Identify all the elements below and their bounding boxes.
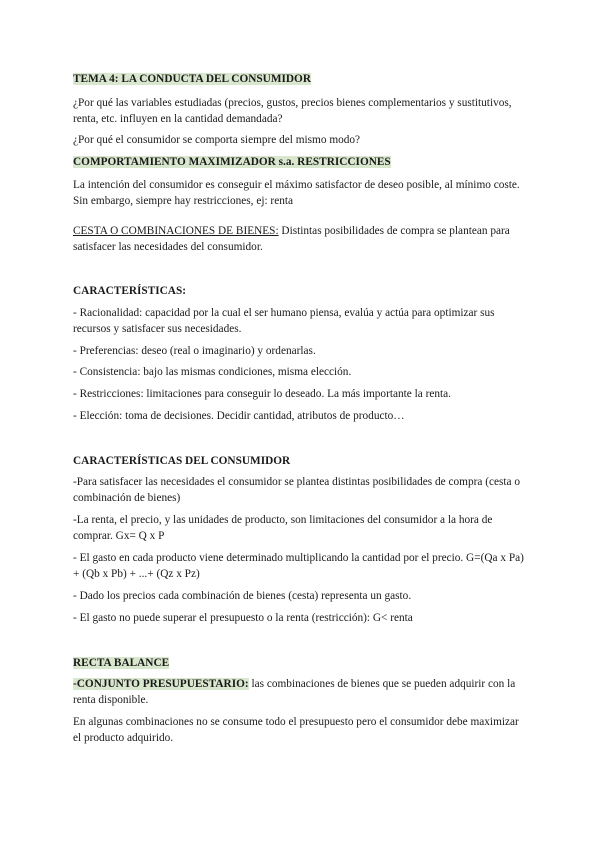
section-heading-consumidor: CARACTERÍSTICAS DEL CONSUMIDOR	[73, 455, 291, 467]
intro-paragraph: La intención del consumidor es conseguir el máximo satisfactor de deseo posible, al mínimo coste. Sin embargo, siempre hay restricciones, ej: renta	[73, 179, 520, 207]
list-item: -Para satisfacer las necesidades el consumidor se plantea distintas posibilidades de compra (cesta o combinación de bienes)	[73, 476, 521, 504]
section-heading-recta	[73, 656, 528, 672]
question-1: ¿Por qué las variables estudiadas (precios, gustos, precios bienes complementarios y sustitutivos, renta, etc. influyen en la cantidad demandada?	[73, 97, 512, 125]
page-title-text: TEMA 4: LA CONDUCTA DEL CONSUMIDOR	[73, 73, 311, 85]
list-item: -La renta, el precio, y las unidades de producto, son limitaciones del consumidor a la hora de comprar. Gx= Q x P	[73, 514, 493, 542]
page-title	[73, 72, 528, 88]
conjunto-term: -CONJUNTO PRESUPUESTARIO:	[73, 678, 249, 690]
section-heading-comportamiento-text: COMPORTAMIENTO MAXIMIZADOR s.a. RESTRICCIONES	[73, 156, 391, 168]
cesta-term: CESTA O COMBINACIONES DE BIENES:	[73, 225, 279, 237]
section-heading-comportamiento	[73, 155, 528, 171]
list-item: - Racionalidad: capacidad por la cual el ser humano piensa, evalúa y actúa para optimizar sus recursos y satisfacer sus necesidades.	[73, 307, 495, 335]
list-item: - Elección: toma de decisiones. Decidir cantidad, atributos de producto…	[73, 410, 405, 422]
list-item: - Dado los precios cada combinación de bienes (cesta) representa un gasto.	[73, 590, 412, 602]
list-item: - El gasto en cada producto viene determinado multiplicando la cantidad por el precio. G=(Qa x Pa) + (Qb x Pb) + ...+ (Qz x Pz)	[73, 552, 524, 580]
cesta-paragraph	[73, 224, 528, 255]
list-item: - Consistencia: bajo las mismas condiciones, misma elección.	[73, 366, 352, 378]
list-item: - Restricciones: limitaciones para conseguir lo deseado. La más importante la renta.	[73, 388, 451, 400]
question-2: ¿Por qué el consumidor se comporta siempre del mismo modo?	[73, 134, 361, 146]
conjunto-paragraph	[73, 677, 528, 708]
section-heading-caracteristicas: CARACTERÍSTICAS:	[73, 285, 186, 297]
final-paragraph: En algunas combinaciones no se consume todo el presupuesto pero el consumidor debe maximizar el producto adquirido.	[73, 716, 519, 744]
conjunto-text: las combinaciones de bienes que se pueden adquirir con la renta disponible.	[73, 678, 516, 706]
section-heading-recta-text: RECTA BALANCE	[73, 657, 170, 669]
list-item: - El gasto no puede superar el presupuesto o la renta (restricción): G< renta	[73, 612, 413, 624]
cesta-text: Distintas posibilidades de compra se plantean para satisfacer las necesidades del consumidor.	[73, 225, 510, 253]
list-item: - Preferencias: deseo (real o imaginario) y ordenarlas.	[73, 345, 316, 357]
